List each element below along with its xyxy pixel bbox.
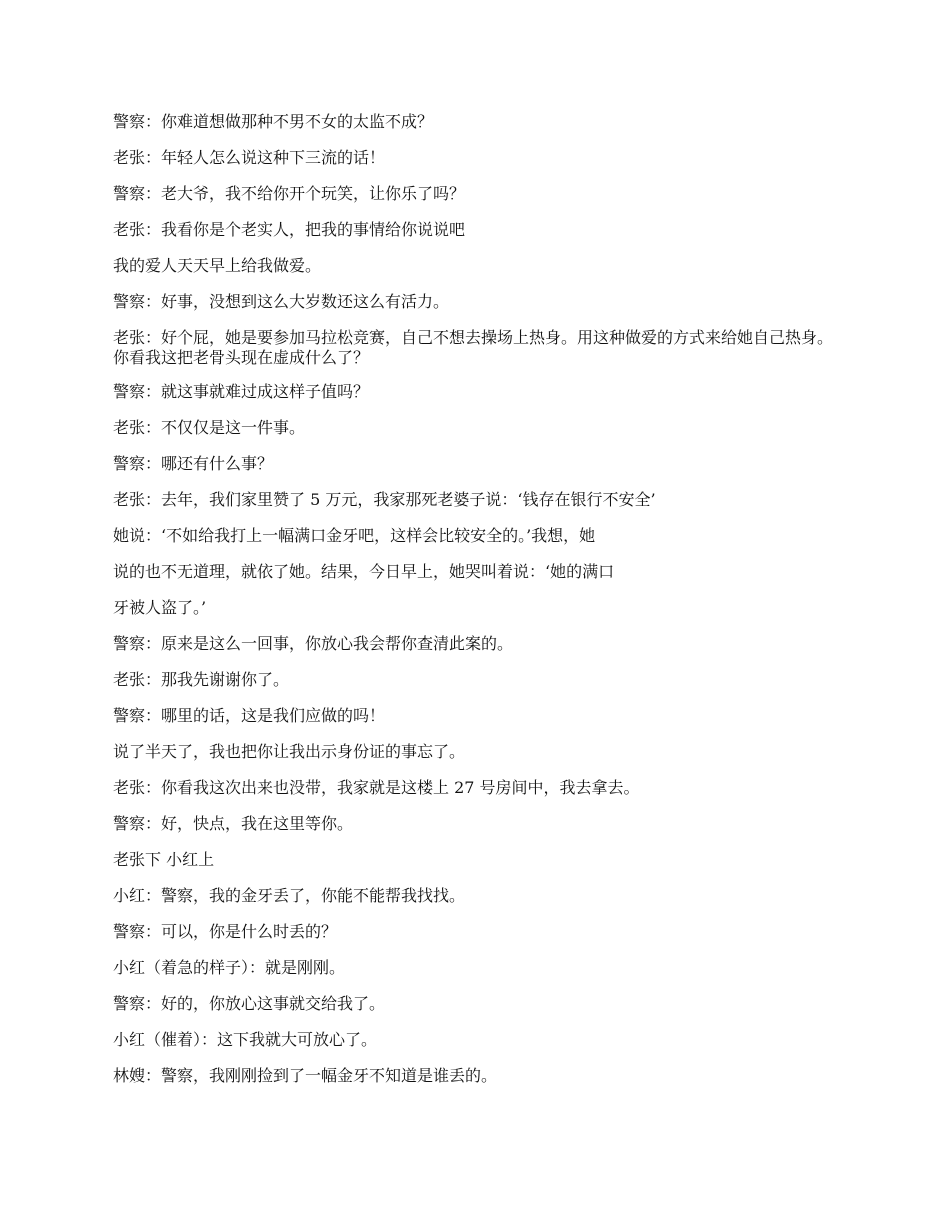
document-body — [113, 112, 843, 1102]
text-line: 老张：去年，我们家里赞了 5 万元，我家那死老婆子说：‘钱存在银行不安全’ — [113, 490, 656, 509]
text-line: 警察：老大爷，我不给你开个玩笑，让你乐了吗？ — [113, 184, 466, 203]
text-line: 老张：你看我这次出来也没带，我家就是这楼上 27 号房间中，我去拿去。 — [113, 778, 640, 797]
text-line: 说的也不无道理，就依了她。结果，今日早上，她哭叫着说：‘她的满口 — [113, 562, 615, 581]
text-line: 警察：可以，你是什么时丢的？ — [113, 922, 338, 941]
text-line: 警察：好的，你放心这事就交给我了。 — [113, 994, 386, 1013]
text-line: 警察：哪里的话，这是我们应做的吗！ — [113, 706, 386, 725]
text-line: 小红（着急的样子）：就是刚刚。 — [113, 958, 346, 977]
text-paragraph: 老张：好个屁，她是要参加马拉松竞赛，自己不想去操场上热身。用这种做爱的方式来给她自己热身。你看我这把老骨头现在虚成什么了？ — [113, 328, 834, 367]
text-line: 警察：你难道想做那种不男不女的太监不成？ — [113, 112, 434, 131]
text-line: 我的爱人天天早上给我做爱。 — [113, 256, 322, 275]
text-line: 说了半天了，我也把你让我出示身份证的事忘了。 — [113, 742, 466, 761]
text-line: 小红：警察，我的金牙丢了，你能不能帮我找找。 — [113, 886, 466, 905]
text-line: 她说：‘不如给我打上一幅满口金牙吧，这样会比较安全的。’我想，她 — [113, 526, 596, 545]
text-line: 警察：好，快点，我在这里等你。 — [113, 814, 354, 833]
text-line: 牙被人盗了。’ — [113, 598, 207, 617]
text-line: 老张：我看你是个老实人，把我的事情给你说说吧 — [113, 220, 466, 239]
text-line: 警察：哪还有什么事？ — [113, 454, 274, 473]
text-line: 警察：原来是这么一回事，你放心我会帮你查清此案的。 — [113, 634, 514, 653]
text-line: 老张：年轻人怎么说这种下三流的话！ — [113, 148, 386, 167]
stage-direction: 老张下 小红上 — [113, 850, 215, 869]
text-line: 小红（催着）：这下我就大可放心了。 — [113, 1030, 378, 1049]
text-line: 林嫂：警察，我刚刚捡到了一幅金牙不知道是谁丢的。 — [113, 1066, 498, 1085]
text-line: 警察：好事，没想到这么大岁数还这么有活力。 — [113, 292, 450, 311]
text-line: 警察：就这事就难过成这样子值吗？ — [113, 382, 370, 401]
text-line: 老张：不仅仅是这一件事。 — [113, 418, 306, 437]
text-line: 老张：那我先谢谢你了。 — [113, 670, 290, 689]
